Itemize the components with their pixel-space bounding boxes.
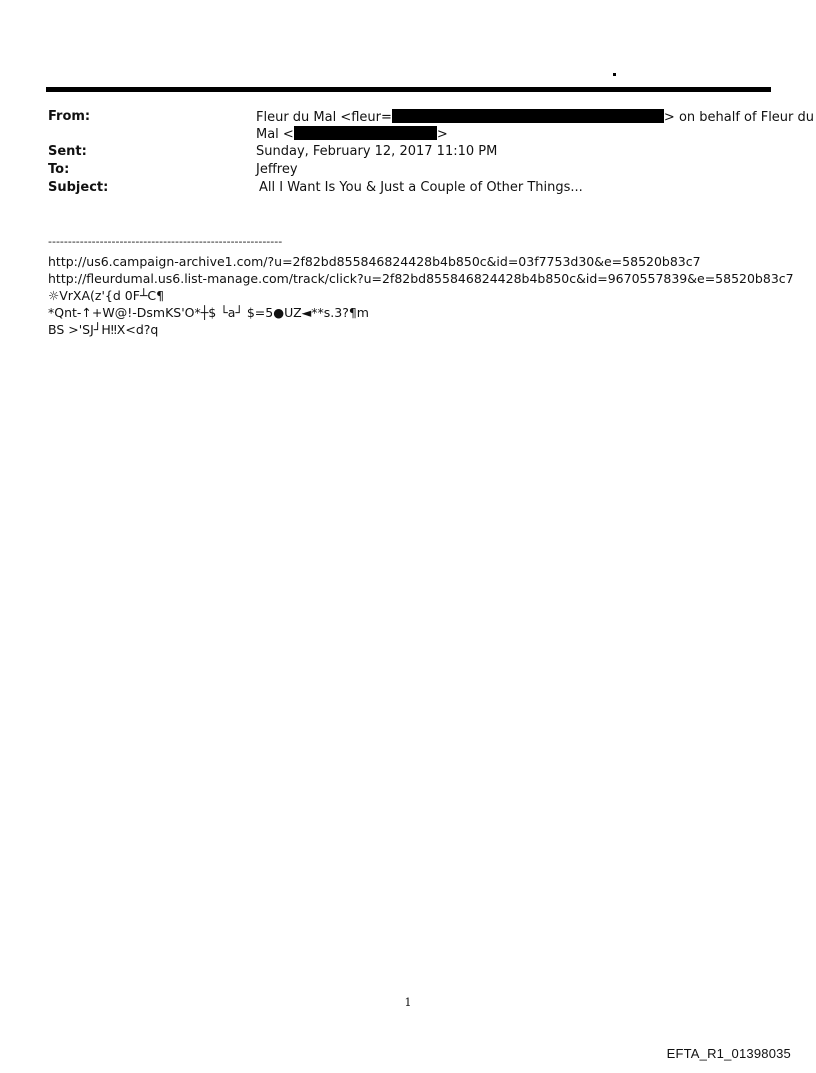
from-label: From: bbox=[48, 109, 91, 124]
body-link-track[interactable]: http://fleurdumal.us6.list-manage.com/track/click?u=2f82bd855846824428b4b850c&id=9670557839&e=58520b83c7 bbox=[48, 271, 794, 286]
subject-value: All I Want Is You & Just a Couple of Other Things... bbox=[259, 180, 583, 195]
sent-value: Sunday, February 12, 2017 11:10 PM bbox=[256, 144, 498, 159]
from-line2-suffix: > bbox=[436, 127, 448, 142]
document-id: EFTA_R1_01398035 bbox=[666, 1046, 791, 1061]
from-line2-prefix: Mal < bbox=[256, 127, 294, 142]
sent-label: Sent: bbox=[48, 144, 87, 159]
header-rule bbox=[46, 87, 771, 92]
from-line1-suffix: > on behalf of Fleur du bbox=[663, 110, 815, 125]
from-value-line2 bbox=[256, 126, 448, 143]
body-garbled-line: *Qnt-↑+W@!-DsmKS'O*┼$ └a┘ $=5●UZ◄**s.3?¶m bbox=[48, 305, 369, 320]
redaction-box bbox=[392, 109, 664, 123]
body-link-archive[interactable]: http://us6.campaign-archive1.com/?u=2f82bd855846824428b4b850c&id=03f7753d30&e=58520b83c7 bbox=[48, 254, 701, 269]
body-separator: ----------------------------------------------------------- bbox=[48, 235, 283, 248]
header-dot bbox=[613, 73, 616, 76]
to-label: To: bbox=[48, 162, 70, 177]
from-value-line1 bbox=[256, 109, 814, 126]
body-garbled-line: BS >'SJ┘H‼X<d?q bbox=[48, 322, 159, 337]
from-line1-prefix: Fleur du Mal <fleur= bbox=[256, 110, 392, 125]
subject-label: Subject: bbox=[48, 180, 109, 195]
to-value: Jeffrey bbox=[256, 162, 298, 177]
body-garbled-line: ☼VrXA(z'{d 0F┴C¶ bbox=[48, 288, 165, 303]
redaction-box bbox=[294, 126, 437, 140]
page-number: 1 bbox=[404, 996, 412, 1009]
